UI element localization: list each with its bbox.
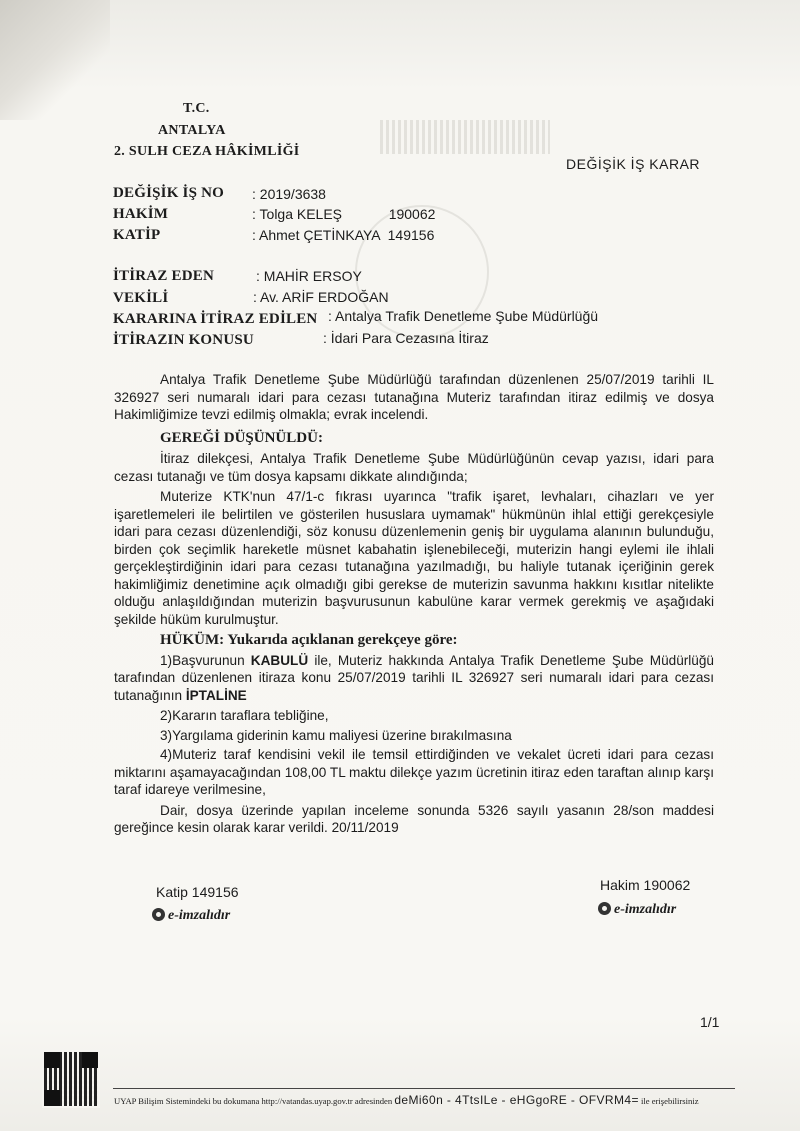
verdict-1-accept: KABULÜ xyxy=(250,652,309,668)
objector-value: : MAHİR ERSOY xyxy=(256,268,362,284)
clerk-signature: Katip 149156 xyxy=(156,884,239,900)
considered-paragraph-2: Muterize KTK'nun 47/1-c fıkrası uyarınca "trafik işaret, levhaları, cihazları ve yer işaretlemeleri ile belirtilen ve gösterilen hususlara uymamak" hükmünün ihlal ettiği gerekçesiyle idari para cezası düzenlendiği, söz konusu düzenlemenin geniş bir uygulama alanının bulunduğu, birden çok seçimlik hareketle müsnet kabahatin işlenebileceği, muterizin hangi eylemi ile ihlali gerçekleştirdiğinin idari para cezası tutanağına yazılmadığı, bu haliyle tutanak içeriğinin gerek hakimliğimiz denetimine açık olmadığı gibi gerekse de muterizin savunma hakkını kısıtlar nitelikte olduğu anlaşıldığından muterizin başvurusunun kabulüne karar vermek gerekmiş ve aşağıdaki şekilde hüküm kurulmuştur. xyxy=(114,489,714,627)
intro-paragraph: Antalya Trafik Denetleme Şube Müdürlüğü tarafından düzenlenen 25/07/2019 tarihli IL 326927 seri numaralı idari para cezası tutanağına Muteriz tarafından itiraz edilmiş ve dosya Hakimliğimize tevzi edilmiş olmakla; evrak incelendi. xyxy=(114,372,714,422)
attorney-label: VEKİLİ xyxy=(113,290,169,306)
clerk-label: KATİP xyxy=(113,227,161,243)
header-court: 2. SULH CEZA HÂKİMLİĞİ xyxy=(114,144,300,159)
document-type: DEĞİŞİK İŞ KARAR xyxy=(566,156,701,172)
verdict-item-3: 3)Yargılama giderinin kamu maliyesi üzerine bırakılmasına xyxy=(160,727,512,743)
considered-title: GEREĞİ DÜŞÜNÜLDÜ: xyxy=(160,429,323,446)
clerk-esign xyxy=(152,908,230,924)
verdict-item-1 xyxy=(114,652,714,705)
verdict-1-text-a: 1)Başvurunun xyxy=(160,652,251,668)
header-city: ANTALYA xyxy=(158,123,226,138)
judge-esign xyxy=(598,902,676,918)
case-no-label: DEĞİŞİK İŞ NO xyxy=(113,185,224,201)
subject-value: : İdari Para Cezasına İtiraz xyxy=(323,330,489,346)
verdict-item-2: 2)Kararın taraflara tebliğine, xyxy=(160,708,329,723)
judge-esign-text: e-imzalıdır xyxy=(614,902,677,917)
respondent-value: : Antalya Trafik Denetleme Şube Müdürlüğü xyxy=(328,308,599,324)
judge-signature: Hakim 190062 xyxy=(600,877,691,893)
respondent-label: KARARINA İTİRAZ EDİLEN xyxy=(113,311,318,327)
attorney-value: : Av. ARİF ERDOĞAN xyxy=(253,289,389,305)
verification-code: deMi60n - 4TtsILe - eHGgoRE - OFVRM4= xyxy=(394,1093,639,1107)
footer-verification xyxy=(114,1093,699,1107)
judge-label: HAKİM xyxy=(113,206,169,222)
subject-label: İTİRAZIN KONUSU xyxy=(113,332,254,348)
paper-fold-shadow xyxy=(0,0,110,120)
judge-value: : Tolga KELEŞ 190062 xyxy=(252,206,436,222)
footer-text-after: ile erişebilirsiniz xyxy=(638,1096,699,1106)
closing-paragraph: Dair, dosya üzerinde yapılan inceleme sonunda 5326 sayılı yasanın 28/son maddesi gereğince kesin olarak karar verildi. 20/11/2019 xyxy=(114,802,714,835)
verdict-1-annulment: İPTALİNE xyxy=(185,687,247,703)
objector-label: İTİRAZ EDEN xyxy=(113,268,214,284)
verdict-1-text-b: ile, Muteriz hakkında Antalya Trafik Denetleme Şube Müdürlüğü tarafından düzenlenen itiraza konu 25/07/2019 tarihli IL 326927 seri numaralı idari para cezası tutanağının xyxy=(114,652,714,703)
header-tc: T.C. xyxy=(183,101,210,116)
verdict-title: HÜKÜM: Yukarıda açıklanan gerekçeye göre: xyxy=(160,632,458,648)
footer-text-before: UYAP Bilişim Sistemindeki bu dokumana http://vatandas.uyap.gov.tr adresinden xyxy=(114,1096,395,1106)
verdict-item-4: 4)Muteriz taraf kendisini vekil ile temsil ettirdiğinden ve vekalet ücreti idari para cezası miktarını aşamayacağından 108,00 TL maktu dilekçe yazım ücretinin itiraz eden taraftan alınıp karşı taraf idareye verilmesine, xyxy=(114,747,714,797)
decision-body xyxy=(114,371,714,837)
clerk-esign-text: e-imzalıdır xyxy=(168,908,231,923)
footer-divider xyxy=(113,1088,735,1089)
clerk-value: : Ahmet ÇETİNKAYA 149156 xyxy=(252,227,435,243)
e-signature-seal-icon xyxy=(598,902,611,915)
e-signature-seal-icon xyxy=(152,908,165,921)
case-no-value: : 2019/3638 xyxy=(252,186,326,202)
bleed-through-barcode xyxy=(380,120,550,154)
qr-code xyxy=(42,1050,100,1108)
page-number: 1/1 xyxy=(700,1014,720,1030)
considered-paragraph-1: İtiraz dilekçesi, Antalya Trafik Denetleme Şube Müdürlüğünün cevap yazısı, idari para cezası tutanağı ve tüm dosya kapsamı dikkate alındığında; xyxy=(114,451,714,484)
